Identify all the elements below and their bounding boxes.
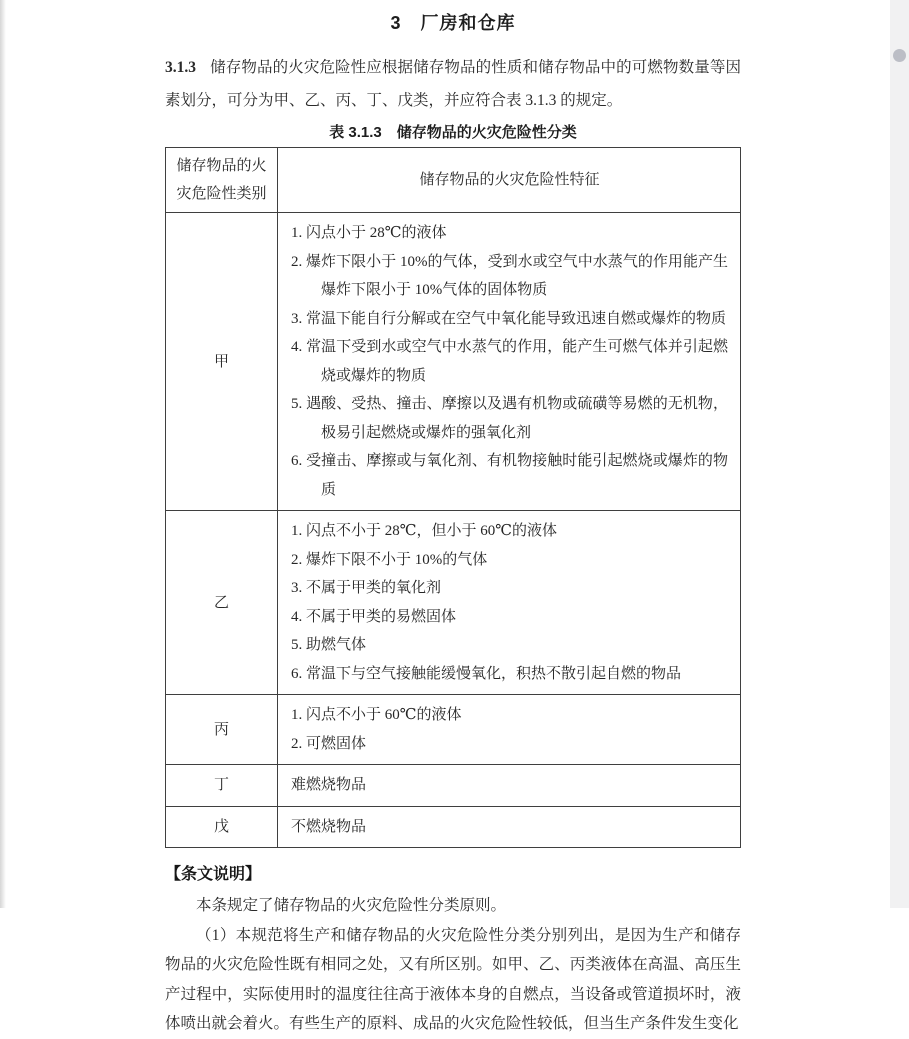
feature-item: 不燃烧物品	[291, 818, 367, 835]
commentary-paragraph: 本条规定了储存物品的火灾危险性分类原则。	[196, 897, 507, 914]
page-edge-shadow	[0, 0, 6, 908]
table-row-yi	[166, 511, 741, 695]
table-header-row	[166, 148, 741, 213]
feature-item: 2. 爆炸下限小于 10%的气体，受到水或空气中水蒸气的作用能产生爆炸下限小于 10%气体的固体物质	[291, 253, 728, 298]
document-content	[165, 0, 741, 1039]
features-cell-wu	[278, 806, 741, 848]
table-header-category	[166, 148, 278, 213]
features-cell-ding	[278, 765, 741, 807]
header-category-line1: 储存物品的火	[176, 158, 267, 174]
chapter-title: 3 厂房和仓库	[390, 13, 516, 33]
feature-item: 4. 不属于甲类的易燃固体	[291, 608, 457, 625]
feature-item: 1. 闪点小于 28℃的液体	[291, 225, 447, 241]
feature-item: 难燃烧物品	[291, 777, 367, 793]
feature-item: 4. 常温下受到水或空气中水蒸气的作用，能产生可燃气体并引起燃烧或爆炸的物质	[291, 339, 728, 384]
category-cell-wu: 戊	[166, 806, 278, 848]
category-cell-ding: 丁	[166, 765, 278, 807]
scrollbar-track[interactable]	[890, 0, 909, 908]
fire-hazard-classification-table	[165, 147, 741, 848]
commentary-paragraph: （1）本规范将生产和储存物品的火灾危险性分类分别列出，是因为生产和储存物品的火灾危险性既有相同之处，又有所区别。如甲、乙、丙类液体在高温、高压生产过程中，实际使用时的温度往往高于液体本身的自燃点，当设备或管道损坏时，液体喷出就会着火。有些生产的原料、成品的火灾危险性较低，但当生产条件发生变化	[165, 926, 741, 1032]
table-row-jia	[166, 213, 741, 511]
feature-item: 5. 助燃气体	[291, 637, 367, 653]
feature-item: 5. 遇酸、受热、撞击、摩擦以及遇有机物或硫磺等易燃的无机物，极易引起燃烧或爆炸的强氧化剂	[291, 396, 728, 441]
feature-item: 2. 可燃固体	[291, 735, 367, 752]
table-row-ding	[166, 765, 741, 807]
clause-text: 储存物品的火灾危险性应根据储存物品的性质和储存物品中的可燃物数量等因素划分，可分为甲、乙、丙、丁、戊类，并应符合表 3.1.3 的规定。	[165, 59, 741, 109]
category-cell-bing: 丙	[166, 695, 278, 765]
features-cell-bing	[278, 695, 741, 765]
table-header-features: 储存物品的火灾危险性特征	[278, 148, 741, 213]
table-row-bing	[166, 695, 741, 765]
table-caption: 表 3.1.3 储存物品的火灾危险性分类	[329, 124, 577, 141]
table-row-wu	[166, 806, 741, 848]
feature-item: 1. 闪点不小于 28℃，但小于 60℃的液体	[291, 523, 558, 539]
feature-item: 6. 常温下与空气接触能缓慢氧化，积热不散引起自燃的物品	[291, 665, 682, 682]
feature-item: 3. 不属于甲类的氧化剂	[291, 580, 442, 596]
commentary-heading: 【条文说明】	[165, 866, 262, 883]
feature-item: 3. 常温下能自行分解或在空气中氧化能导致迅速自燃或爆炸的物质	[291, 310, 727, 327]
category-cell-jia: 甲	[166, 213, 278, 511]
header-category-line2: 灾危险性类别	[176, 186, 267, 202]
category-cell-yi: 乙	[166, 511, 278, 695]
scrollbar-thumb[interactable]	[893, 49, 906, 62]
feature-item: 2. 爆炸下限不小于 10%的气体	[291, 551, 488, 568]
clause-number: 3.1.3	[165, 59, 196, 76]
clause-paragraph	[165, 51, 741, 117]
features-cell-jia	[278, 213, 741, 511]
features-cell-yi	[278, 511, 741, 695]
feature-item: 6. 受撞击、摩擦或与氧化剂、有机物接触时能引起燃烧或爆炸的物质	[291, 453, 728, 498]
feature-item: 1. 闪点不小于 60℃的液体	[291, 707, 462, 723]
